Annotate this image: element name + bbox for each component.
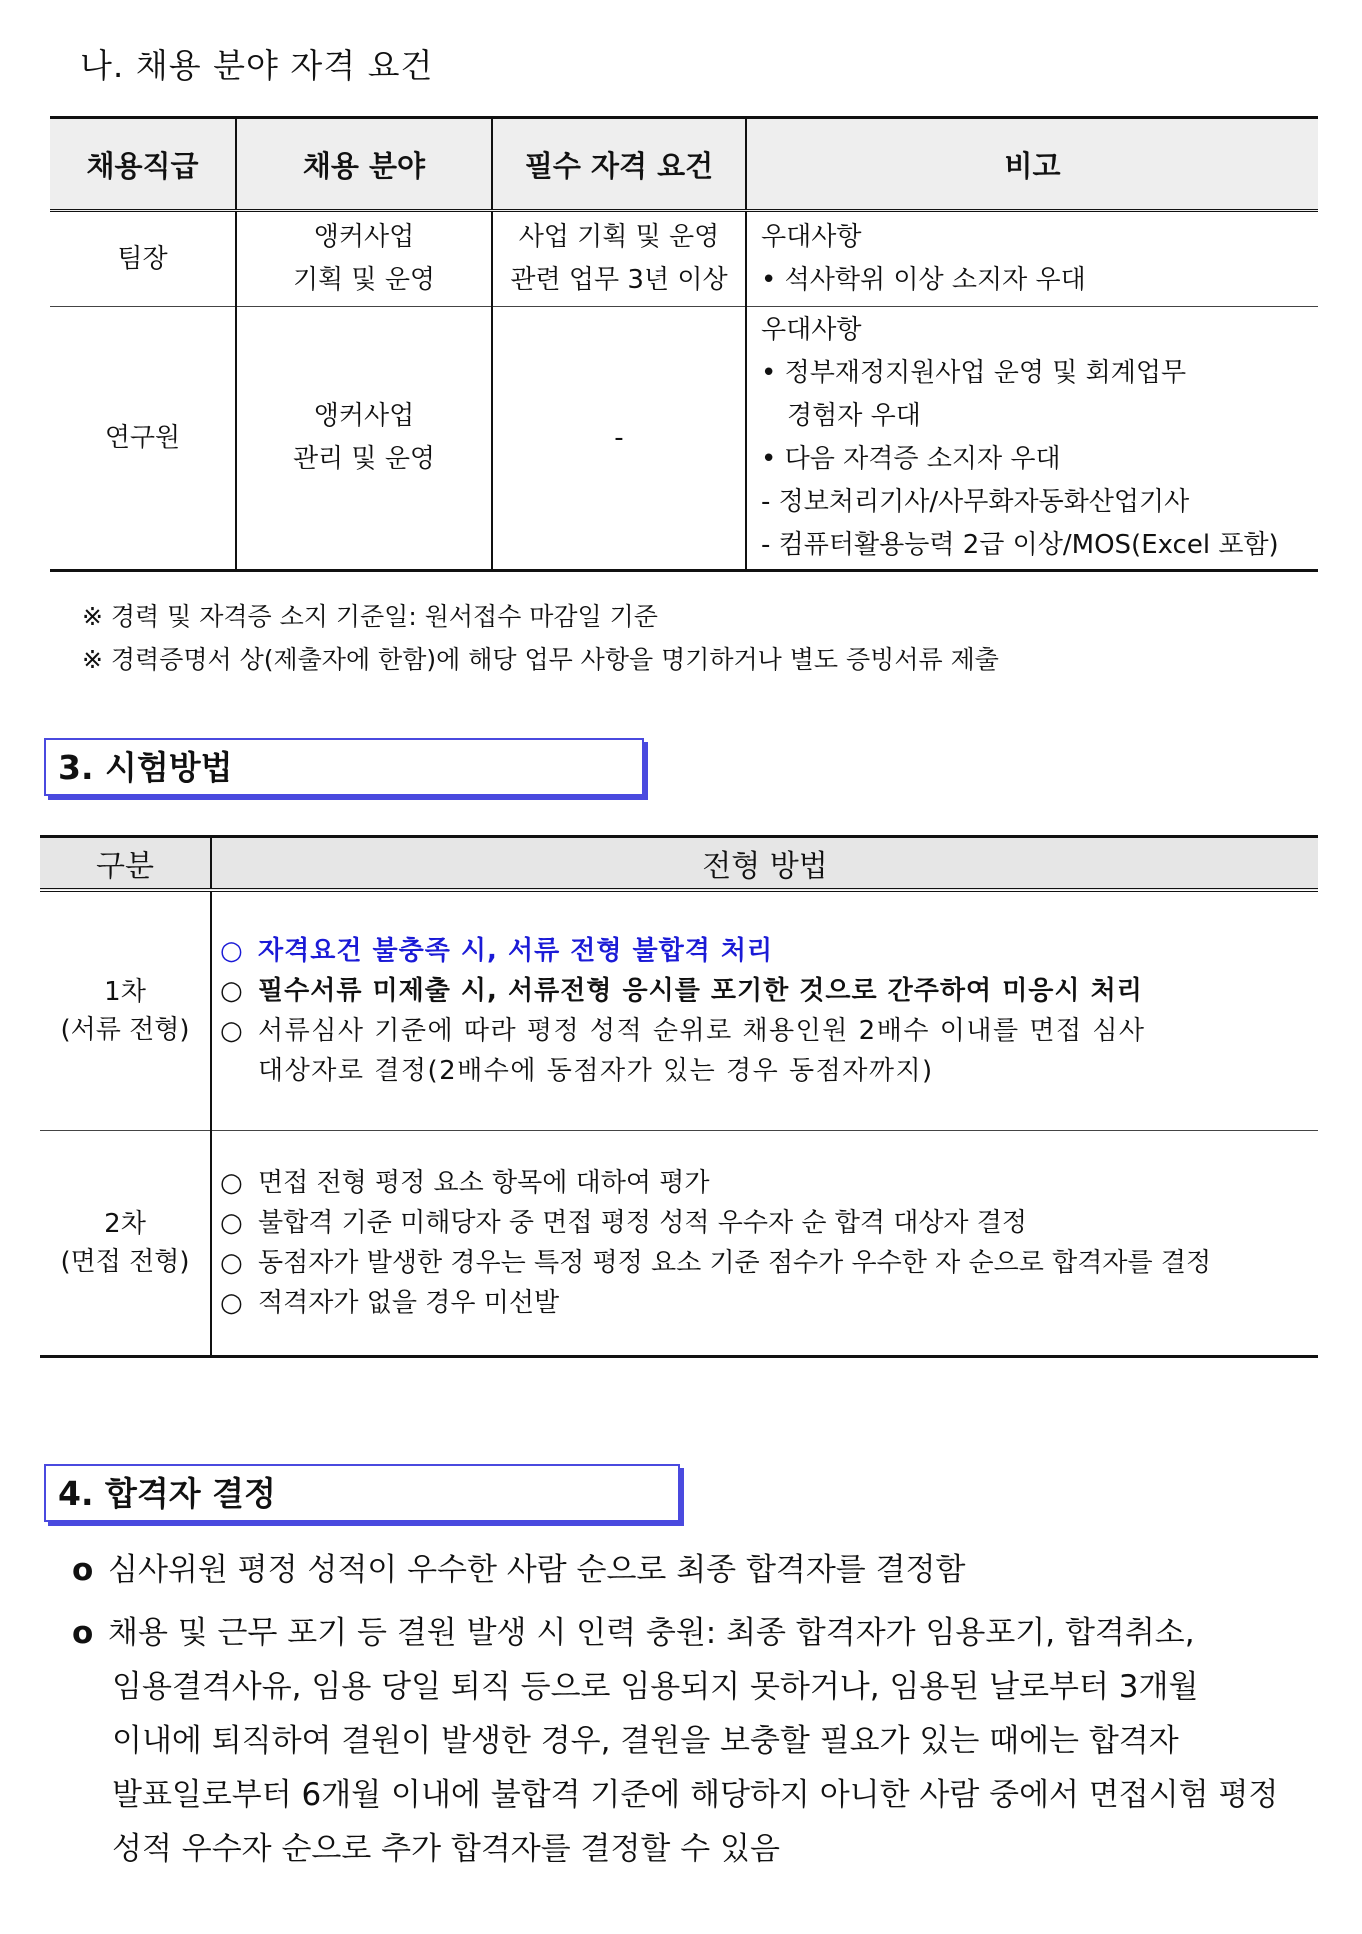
circle-bullet-icon: ○: [220, 976, 244, 1006]
col-header-field: 채용 분야: [236, 118, 492, 211]
field-line: 앵커사업: [313, 401, 415, 431]
circle-bullet-icon: o: [72, 1552, 94, 1588]
stage-label-line: 1차: [104, 977, 146, 1007]
circle-bullet-icon: ○: [220, 1016, 245, 1046]
paragraph-line: 채용 및 근무 포기 등 결원 발생 시 인력 충원: 최종 합격자가 임용포기, 합격취소,: [108, 1615, 1195, 1651]
stage-label-line: (서류 전형): [60, 1015, 190, 1045]
note-subitem: - 정보처리기사/사무화자동화산업기사: [761, 481, 1318, 524]
circle-bullet-icon: ○: [220, 1168, 243, 1198]
table-row: [40, 890, 1318, 1131]
requirement-cell: -: [492, 307, 746, 571]
field-line: 관리 및 운영: [292, 444, 436, 474]
col-header-category: 구분: [40, 837, 211, 891]
grade-cell: 연구원: [50, 307, 236, 571]
table-header-row: [50, 118, 1318, 211]
exam-method-table: [40, 835, 1318, 1358]
circle-bullet-icon: ○: [220, 1288, 243, 1318]
method-item: 불합격 기준 미해당자 중 면접 평정 성적 우수자 순 합격 대상자 결정: [258, 1208, 1028, 1238]
stage-method-cell: [211, 890, 1318, 1131]
note-cell: [746, 211, 1318, 307]
decision-paragraph: [72, 1543, 1322, 1597]
method-item: 필수서류 미제출 시, 서류전형 응시를 포기한 것으로 간주하여 미응시 처리: [258, 976, 1143, 1006]
note-heading: 우대사항: [761, 315, 862, 345]
method-item-continued: 대상자로 결정(2배수에 동점자가 있는 경우 동점자까지): [258, 1056, 934, 1086]
note-subitem: - 컴퓨터활용능력 2급 이상/MOS(Excel 포함): [761, 524, 1318, 567]
col-header-note: 비고: [746, 118, 1318, 211]
paragraph-line: 임용결격사유, 임용 당일 퇴직 등으로 임용되지 못하거나, 임용된 날로부터 3개월: [112, 1669, 1199, 1705]
requirement-line: 관련 업무 3년 이상: [510, 265, 728, 295]
paragraph-line: 성적 우수자 순으로 추가 합격자를 결정할 수 있음: [112, 1831, 780, 1867]
paragraph-text: 심사위원 평정 성적이 우수한 사람 순으로 최종 합격자를 결정함: [108, 1552, 966, 1588]
section-4-title: 4. 합격자 결정: [44, 1464, 680, 1522]
replacement-paragraph: [72, 1606, 1322, 1876]
table-header-row: [40, 837, 1318, 891]
method-item: 서류심사 기준에 따라 평정 성적 순위로 채용인원 2배수 이내를 면접 심사: [258, 1016, 1146, 1046]
grade-cell: 팀장: [50, 211, 236, 307]
circle-bullet-icon: ○: [220, 1208, 243, 1238]
stage-label: [40, 1131, 211, 1357]
col-header-requirement: 필수 자격 요건: [492, 118, 746, 211]
paragraph-line: 발표일로부터 6개월 이내에 불합격 기준에 해당하지 아니한 사람 중에서 면접시험 평정: [112, 1777, 1279, 1813]
field-line: 기획 및 운영: [292, 265, 436, 295]
footnote: ※ 경력증명서 상(제출자에 한함)에 해당 업무 사항을 명기하거나 별도 증빙서류 제출: [82, 645, 999, 674]
stage-label-line: 2차: [104, 1209, 146, 1239]
note-heading: 우대사항: [761, 222, 862, 252]
method-item: 동점자가 발생한 경우는 특정 평정 요소 기준 점수가 우수한 자 순으로 합격자를 결정: [258, 1248, 1212, 1278]
circle-bullet-icon: ○: [220, 936, 244, 966]
method-item: 면접 전형 평정 요소 항목에 대하여 평가: [258, 1168, 710, 1198]
stage-label-line: (면접 전형): [60, 1247, 190, 1277]
field-cell: [236, 211, 492, 307]
note-cell: [746, 307, 1318, 571]
section-3-title: 3. 시험방법: [44, 738, 644, 796]
footnote: ※ 경력 및 자격증 소지 기준일: 원서접수 마감일 기준: [82, 602, 658, 631]
stage-method-cell: [211, 1131, 1318, 1357]
field-cell: [236, 307, 492, 571]
subsection-title: 나. 채용 분야 자격 요건: [80, 46, 434, 85]
requirement-line: 사업 기획 및 운영: [518, 222, 720, 252]
qualification-table: [50, 116, 1318, 572]
note-item: • 다음 자격증 소지자 우대: [761, 438, 1318, 481]
col-header-method: 전형 방법: [211, 837, 1318, 891]
method-item: 적격자가 없을 경우 미선발: [258, 1288, 560, 1318]
table-row: [50, 211, 1318, 307]
stage-label: [40, 890, 211, 1131]
paragraph-line: 이내에 퇴직하여 결원이 발생한 경우, 결원을 보충할 필요가 있는 때에는 합격자: [112, 1723, 1179, 1759]
requirement-cell: [492, 211, 746, 307]
note-item: • 석사학위 이상 소지자 우대: [761, 259, 1318, 302]
circle-bullet-icon: o: [72, 1615, 94, 1651]
col-header-grade: 채용직급: [50, 118, 236, 211]
table-row: [40, 1131, 1318, 1357]
note-item: • 정부재정지원사업 운영 및 회계업무: [761, 352, 1318, 395]
method-item: 자격요건 불충족 시, 서류 전형 불합격 처리: [258, 936, 774, 966]
note-item-continued: 경험자 우대: [787, 401, 921, 431]
field-line: 앵커사업: [313, 222, 415, 252]
circle-bullet-icon: ○: [220, 1248, 243, 1278]
table-row: [50, 307, 1318, 571]
